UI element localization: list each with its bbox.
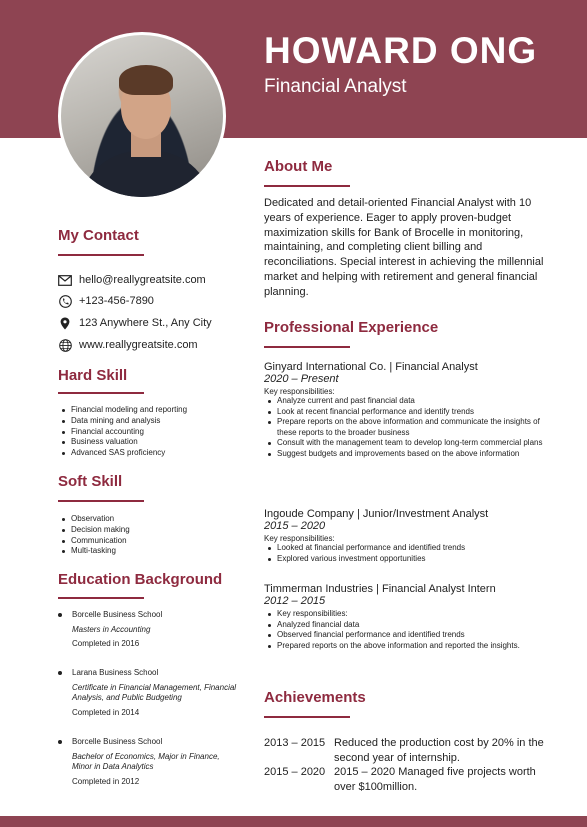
list-item: Key responsibilities:	[264, 609, 549, 620]
about-text: Dedicated and detail-oriented Financial Analyst with 10 years of experience. Eager to apply proven-budget maximization skills for Bank of Brocelle in monitoring, maintaining, and completing client billing and reconciliations. Special interest in achieving the millennial market and helping with retirement and general financial planning.	[264, 197, 544, 298]
list-item: Observation	[58, 514, 130, 525]
list-item: Decision making	[58, 525, 130, 536]
hard-skill-rule	[58, 392, 144, 394]
profile-photo	[58, 32, 226, 200]
experience-rule	[264, 346, 350, 348]
contact-website[interactable]	[58, 338, 198, 352]
contact-rule	[58, 254, 144, 256]
list-item: Look at recent financial performance and identify trends	[264, 407, 549, 418]
job-entry	[264, 361, 549, 460]
footer-band	[0, 816, 587, 827]
achievements-heading: Achievements	[264, 689, 366, 706]
hard-skill-list	[58, 405, 187, 459]
experience-heading: Professional Experience	[264, 319, 439, 336]
address-text: 123 Anywhere St., Any City	[79, 317, 212, 329]
completion-year: Completed in 2014	[72, 707, 140, 717]
job-title: Timmerman Industries | Financial Analyst Intern	[264, 583, 496, 595]
phone-text: +123-456-7890	[79, 295, 154, 307]
contact-heading: My Contact	[58, 227, 139, 244]
bullet-dot	[58, 671, 62, 675]
photo-torso	[79, 151, 213, 200]
phone-icon	[58, 294, 72, 308]
website-text: www.reallygreatsite.com	[79, 339, 198, 351]
person-title: Financial Analyst	[264, 76, 407, 97]
list-item: Multi-tasking	[58, 546, 130, 557]
list-item: Analyzed financial data	[264, 620, 549, 631]
about-rule	[264, 185, 350, 187]
job-title: Ingoude Company | Junior/Investment Analyst	[264, 508, 489, 520]
soft-skill-list	[58, 514, 130, 557]
achievement-year: 2013 – 2015	[264, 737, 326, 749]
contact-address	[58, 316, 212, 330]
key-responsibilities-label: Key responsibilities:	[264, 387, 335, 396]
degree: Masters in Accounting	[72, 624, 151, 634]
education-heading: Education Background	[58, 571, 223, 588]
list-item: Financial accounting	[58, 427, 187, 438]
list-item: Financial modeling and reporting	[58, 405, 187, 416]
completion-year: Completed in 2016	[72, 639, 140, 648]
contact-phone[interactable]	[58, 294, 154, 308]
degree: Certificate in Financial Management, Financial Analysis, and Public Budgeting	[72, 682, 237, 702]
achievements-rule	[264, 716, 350, 718]
list-item: Consult with the management team to develop long-term commercial plans	[264, 438, 549, 449]
education-entry	[58, 668, 238, 718]
bullet-dot	[58, 740, 62, 744]
hard-skill-heading: Hard Skill	[58, 367, 128, 384]
list-item: Data mining and analysis	[58, 416, 187, 427]
email-text: hello@reallygreatsite.com	[79, 274, 206, 286]
list-item: Advanced SAS proficiency	[58, 448, 187, 459]
responsibility-list	[264, 543, 549, 564]
school-name: Larana Business School	[72, 668, 159, 677]
list-item: Looked at financial performance and identified trends	[264, 543, 549, 554]
location-pin-icon	[58, 316, 72, 330]
job-dates: 2012 – 2015	[264, 595, 326, 607]
job-entry	[264, 508, 549, 564]
photo-hair	[119, 65, 173, 95]
key-responsibilities-label: Key responsibilities:	[264, 534, 335, 543]
responsibility-list	[264, 396, 549, 460]
school-name: Borcelle Business School	[72, 737, 163, 746]
list-item: Suggest budgets and improvements based on the above information	[264, 449, 549, 460]
achievement-year: 2015 – 2020	[264, 766, 326, 778]
job-dates: 2020 – Present	[264, 373, 339, 385]
achievement-text: Reduced the production cost by 20% in the second year of internship.	[334, 737, 544, 764]
education-entry	[58, 610, 238, 650]
completion-year: Completed in 2012	[72, 776, 140, 786]
job-dates: 2015 – 2020	[264, 520, 326, 532]
envelope-icon	[58, 273, 72, 287]
job-title: Ginyard International Co. | Financial Analyst	[264, 361, 478, 373]
school-name: Borcelle Business School	[72, 610, 163, 619]
list-item: Prepare reports on the above information and communicate the insights of these reports to the broader business	[264, 417, 549, 438]
job-entry	[264, 583, 549, 651]
globe-icon	[58, 338, 72, 352]
soft-skill-rule	[58, 500, 144, 502]
person-name: HOWARD ONG	[264, 30, 538, 71]
achievement-row	[264, 736, 554, 765]
list-item: Business valuation	[58, 437, 187, 448]
bullet-dot	[58, 613, 62, 617]
degree: Bachelor of Economics, Major in Finance, Minor in Data Analytics	[72, 751, 220, 771]
list-item: Communication	[58, 536, 130, 547]
education-entry	[58, 737, 238, 787]
achievement-row	[264, 765, 554, 794]
contact-email[interactable]	[58, 273, 206, 287]
list-item: Observed financial performance and identified trends	[264, 630, 549, 641]
soft-skill-heading: Soft Skill	[58, 473, 123, 490]
education-rule	[58, 597, 144, 599]
list-item: Analyze current and past financial data	[264, 396, 549, 407]
list-item: Explored various investment opportunities	[264, 554, 549, 565]
responsibility-list	[264, 609, 549, 651]
list-item: Prepared reports on the above information and reported the insights.	[264, 641, 549, 652]
about-heading: About Me	[264, 158, 333, 175]
achievement-text: 2015 – 2020 Managed five projects worth over $100million.	[334, 766, 536, 793]
